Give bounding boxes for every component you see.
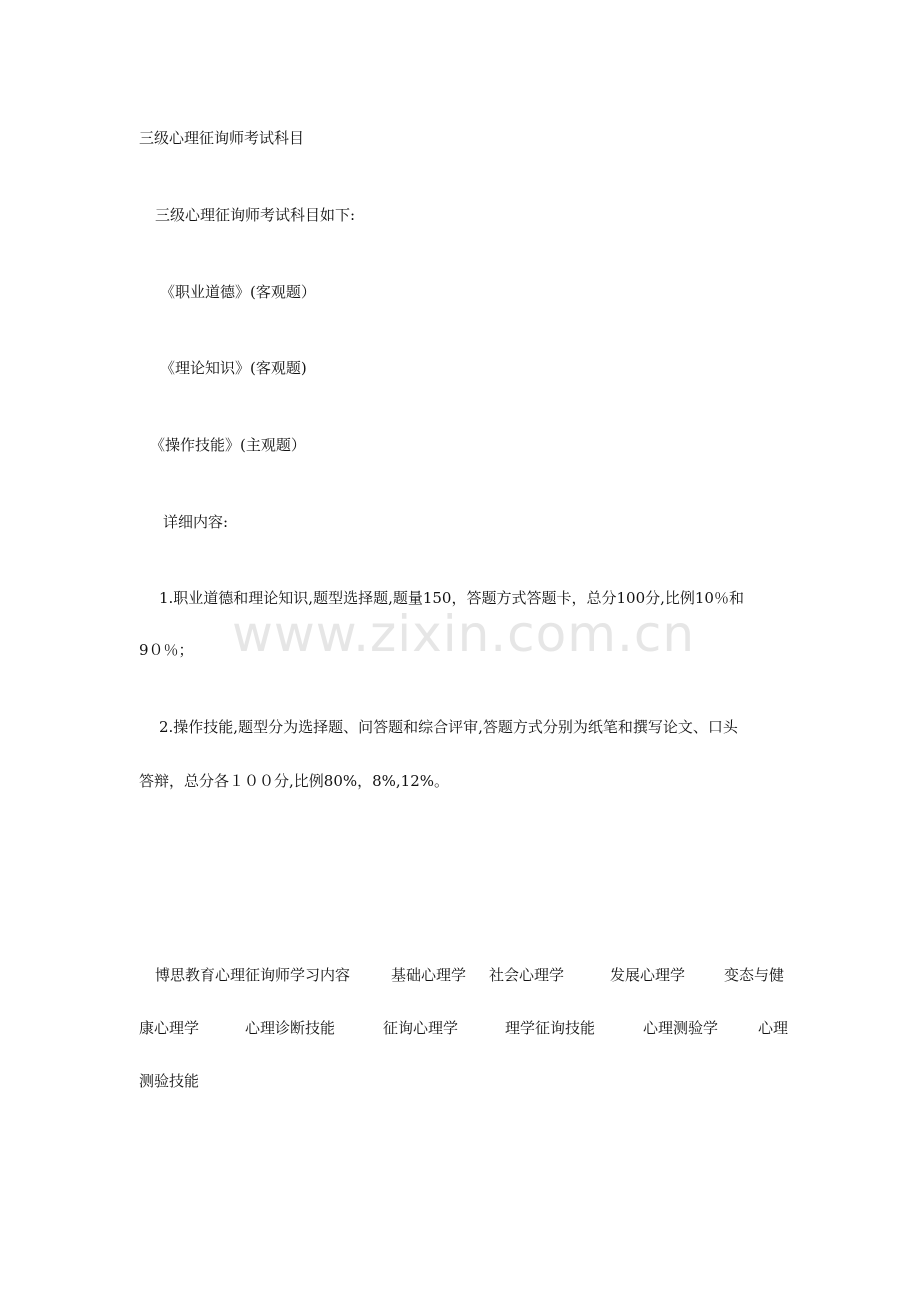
topic-link[interactable]: 征询心理学: [383, 1019, 459, 1037]
topic-link[interactable]: 发展心理学: [610, 966, 686, 984]
topic-link[interactable]: 社会心理学: [489, 966, 565, 984]
subject-theory: 《理论知识》(客观题): [160, 359, 307, 377]
subject-skills: 《操作技能》(主观题）: [150, 436, 306, 454]
topic-link[interactable]: 变态与健: [724, 966, 785, 984]
document-title: 三级心理征询师考试科目: [139, 129, 305, 147]
item1-line2: 9０％；: [139, 641, 194, 659]
item2-line1: 2.操作技能,题型分为选择题、问答题和综合评审,答题方式分别为纸笔和撰写论文、口头: [159, 718, 738, 736]
intro-text: 三级心理征询师考试科目如下:: [155, 206, 356, 224]
topic-link[interactable]: 基础心理学: [391, 966, 467, 984]
topic-link[interactable]: 测验技能: [139, 1072, 200, 1090]
subject-ethics: 《职业道德》(客观题）: [160, 283, 316, 301]
footer-intro: 博思教育心理征询师学习内容: [155, 966, 351, 984]
item1-line1: 1.职业道德和理论知识,题型选择题,题量150，答题方式答题卡，总分100分,比例10％和: [159, 589, 744, 607]
details-label: 详细内容:: [163, 513, 229, 531]
topic-link[interactable]: 心理测验学: [643, 1019, 719, 1037]
item2-line2: 答辩，总分各１００分,比例80%，8%,12%。: [139, 772, 450, 790]
topic-link[interactable]: 理学征询技能: [505, 1019, 596, 1037]
watermark-text: www.zixin.com.cn: [232, 605, 696, 663]
topic-link[interactable]: 心理: [758, 1019, 789, 1037]
topic-link[interactable]: 康心理学: [139, 1019, 200, 1037]
topic-link[interactable]: 心理诊断技能: [245, 1019, 336, 1037]
